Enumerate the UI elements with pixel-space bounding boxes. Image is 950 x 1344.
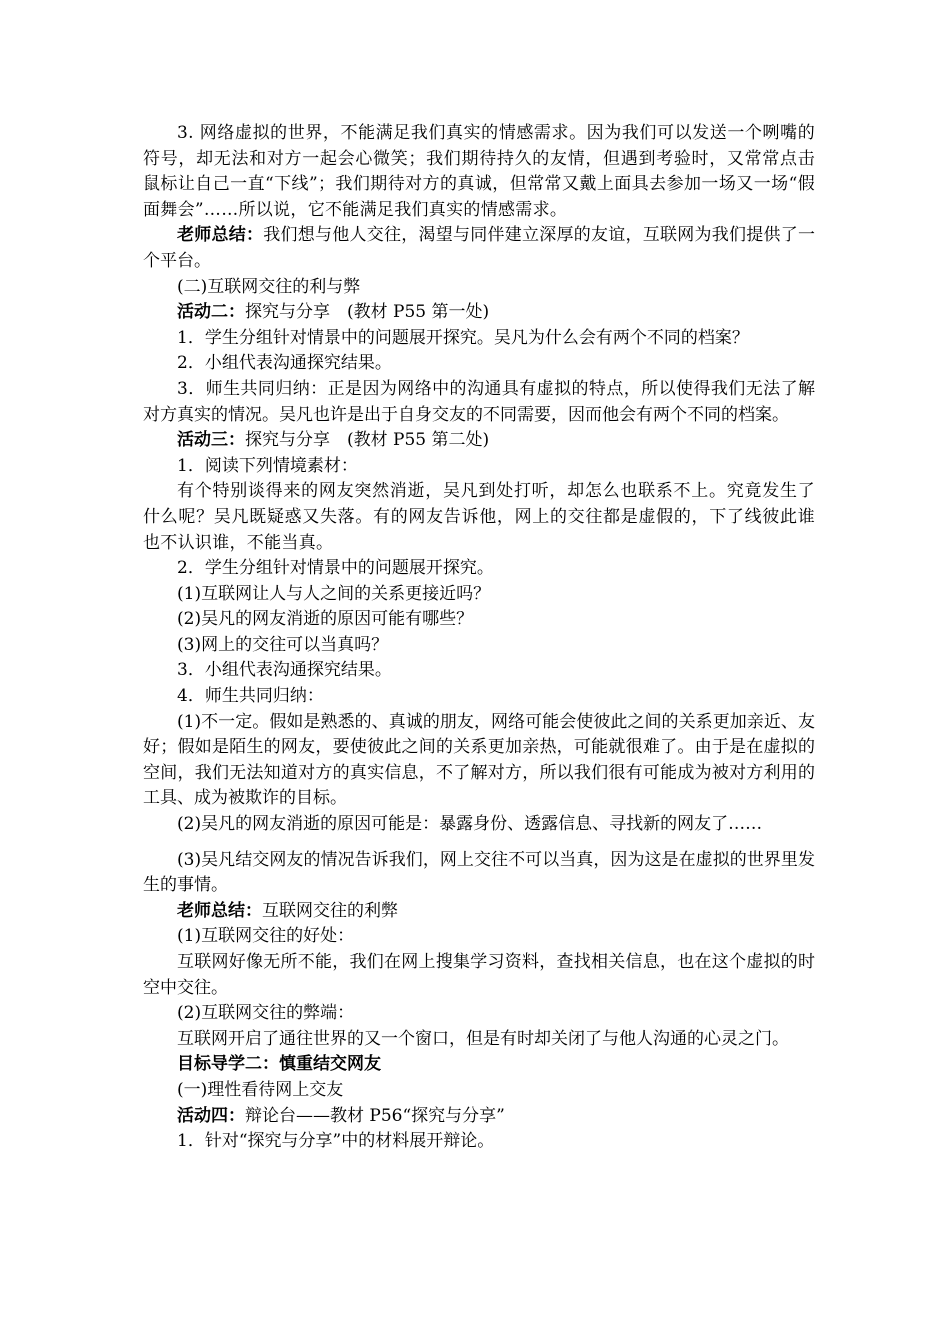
- subheading: (1)互联网交往的好处：: [177, 926, 355, 947]
- paragraph: 2．学生分组针对情景中的问题展开探究。: [177, 558, 494, 579]
- paragraph: 1．学生分组针对情景中的问题展开探究。吴凡为什么会有两个不同的档案？: [177, 327, 749, 348]
- teacher-summary-paragraph: 老师总结：我们想与他人交往，渴望与同伴建立深厚的友谊，互联网为我们提供了一个平台。: [143, 225, 815, 271]
- subheading: (2)互联网交往的弊端：: [177, 1003, 355, 1024]
- goal-heading: 目标导学二：慎重结交网友: [177, 1054, 381, 1075]
- question-item: (3)网上的交往可以当真吗？: [177, 634, 389, 655]
- paragraph: 1．阅读下列情境素材：: [177, 455, 358, 476]
- activity-heading: 活动四：辩论台——教材 P56“探究与分享”: [177, 1105, 505, 1126]
- document-page: [143, 121, 815, 1155]
- answer-paragraph: (2)吴凡的网友消逝的原因可能是：暴露身份、透露信息、寻找新的网友了……: [177, 814, 763, 835]
- answer-paragraph: (3)吴凡结交网友的情况告诉我们，网上交往不可以当真，因为这是在虚拟的世界里发生的事情。: [143, 849, 815, 896]
- paragraph: 3. 网络虚拟的世界，不能满足我们真实的情感需求。因为我们可以发送一个咧嘴的符号，却无法和对方一起会心微笑；我们期待持久的友情，但遇到考验时，又常常点击鼠标让自己一直“下线”；我们期待对方的真诚，但常常又戴上面具去参加一场又一场“假面舞会”……所以说，它不能满足我们真实的情感需求。: [143, 123, 815, 220]
- answer-paragraph: (1)不一定。假如是熟悉的、真诚的朋友，网络可能会使彼此之间的关系更加亲近、友好；假如是陌生的网友，要使彼此之间的关系更加亲热，可能就很难了。由于是在虚拟的空间，我们无法知道对方的真实信息，不了解对方，所以我们很有可能成为被对方利用的工具、成为被欺诈的目标。: [143, 711, 815, 809]
- paragraph: 互联网好像无所不能，我们在网上搜集学习资料，查找相关信息，也在这个虚拟的时空中交往。: [143, 952, 815, 998]
- question-item: (1)互联网让人与人之间的关系更接近吗？: [177, 583, 491, 604]
- paragraph: 互联网开启了通往世界的又一个窗口，但是有时却关闭了与他人沟通的心灵之门。: [177, 1028, 789, 1049]
- question-item: (2)吴凡的网友消逝的原因可能有哪些？: [177, 609, 474, 630]
- paragraph: 1．针对“探究与分享”中的材料展开辩论。: [177, 1131, 495, 1152]
- paragraph: 3．小组代表沟通探究结果。: [177, 660, 392, 681]
- activity-heading: 活动二：探究与分享 (教材 P55 第一处): [177, 302, 490, 323]
- paragraph: 3．师生共同归纳：正是因为网络中的沟通具有虚拟的特点，所以使得我们无法了解对方真实的情况。吴凡也许是出于自身交友的不同需要，因而他会有两个不同的档案。: [143, 378, 815, 425]
- activity-heading: 活动三：探究与分享 (教材 P55 第二处): [177, 430, 490, 451]
- scenario-paragraph: 有个特别谈得来的网友突然消逝，吴凡到处打听，却怎么也联系不上。究竟发生了什么呢？吴凡既疑惑又失落。有的网友告诉他，网上的交往都是虚假的，下了线彼此谁也不认识谁，不能当真。: [143, 481, 815, 553]
- section-heading: (二)互联网交往的利与弊: [177, 276, 361, 297]
- teacher-summary-paragraph: 老师总结：互联网交往的利弊: [177, 900, 398, 921]
- paragraph: 2．小组代表沟通探究结果。: [177, 353, 392, 374]
- section-heading: (一)理性看待网上交友: [177, 1079, 344, 1100]
- paragraph: 4．师生共同归纳：: [177, 686, 324, 707]
